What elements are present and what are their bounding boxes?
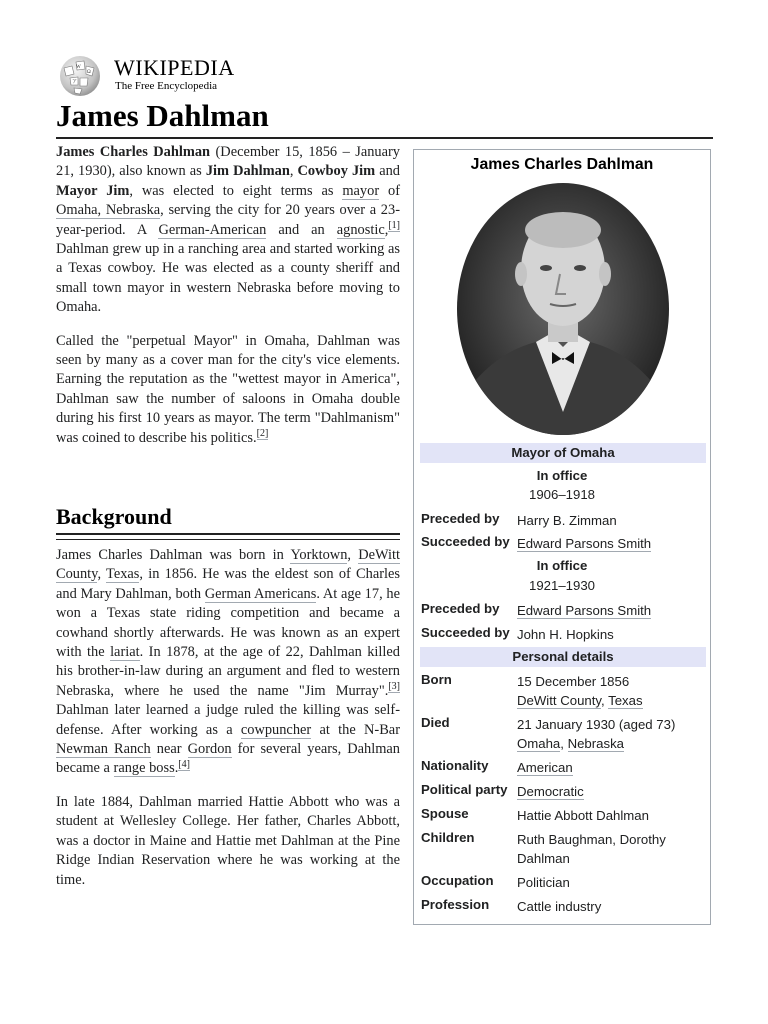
text: . At age 17, he won a Texas state riding competition and became a cowhand shortly afterwards. He was known as an expert with the — [56, 585, 400, 661]
svg-text:Ω: Ω — [87, 70, 91, 75]
text: and an — [266, 221, 337, 238]
preceded-by-label: Preceded by — [421, 511, 500, 526]
link-omaha[interactable]: Omaha — [517, 736, 561, 752]
text: , — [97, 566, 107, 583]
background-paragraph-1 — [56, 546, 400, 779]
in-office-label: In office — [536, 558, 588, 573]
bold-name: James Charles Dahlman — [56, 144, 211, 160]
link-democratic[interactable]: Democratic — [517, 784, 584, 799]
link-yorktown[interactable]: Yorktown — [290, 547, 348, 563]
citation-link-3[interactable]: [3] — [388, 681, 400, 693]
svg-text:W: W — [76, 65, 81, 70]
text: . In 1878, at the age of 22, Dahlman killed his brother-in-law during an argument and fled to western Nebraska, where he used the name "Jim Murray". — [56, 644, 400, 699]
died-value — [517, 715, 707, 754]
background-paragraph-2: In late 1884, Dahlman married Hattie Abbott who was a student at Wellesley College. Her father, Charles Abbott, was a doctor in Maine and Hattie met Dahlman at the Pine Ridge Indian Reservation where he was working at the time. — [56, 793, 400, 888]
text: for several years, Dahlman became a — [56, 741, 400, 777]
text: Dahlman later learned a judge ruled the killing was self-defense. After working as a — [56, 702, 400, 738]
link-agnostic[interactable]: agnostic — [336, 221, 385, 238]
born-value — [517, 672, 707, 711]
link-texas[interactable]: Texas — [106, 566, 140, 583]
text: , — [347, 547, 359, 563]
bold-alias: Jim Dahlman — [205, 163, 290, 180]
section-divider — [56, 533, 400, 540]
portrait-image[interactable] — [456, 182, 670, 436]
infobox — [413, 149, 711, 925]
born-date: 15 December 1856 — [517, 674, 630, 689]
text: , — [560, 736, 568, 752]
citation-link-2[interactable]: [2] — [256, 427, 269, 439]
svg-text:ア: ア — [72, 80, 78, 85]
link-edward-parsons-smith[interactable]: Edward Parsons Smith — [517, 536, 652, 551]
link-omaha-nebraska[interactable]: Omaha, Nebraska — [56, 202, 161, 219]
children-label: Children — [421, 830, 475, 845]
bold-alias: Mayor Jim — [56, 182, 130, 199]
link-dewitt-county[interactable]: DeWitt County — [56, 547, 400, 583]
text: , in 1856. He was the eldest son of Charles and Mary Dahlman, both — [56, 566, 401, 602]
profession-label: Profession — [421, 897, 490, 912]
intro-paragraph-1 — [56, 143, 400, 318]
text: Called the "perpetual Mayor" in Omaha, Dahlman was seen by many as a cover man for the city's vice elements. Earning the reputation as the "wettest mayor in America", Dahlman saw the number of saloons in Omaha double during his first 10 years as mayor. The term "Dahlmanism" was coined to describe his politics. — [56, 332, 400, 446]
died-label: Died — [421, 715, 450, 730]
political-party-label: Political party — [421, 782, 508, 797]
link-cowpuncher[interactable]: cowpuncher — [240, 721, 312, 738]
link-range-boss[interactable]: range boss — [113, 760, 175, 777]
office-section-header[interactable]: Mayor of Omaha — [420, 443, 706, 463]
citation-2 — [257, 428, 269, 440]
in-office-label: In office — [536, 468, 588, 483]
term-years: 1906–1918 — [528, 487, 595, 502]
preceded-by-label: Preceded by — [421, 601, 500, 616]
nationality-label: Nationality — [421, 758, 489, 773]
personal-details-header: Personal details — [420, 647, 706, 667]
text: near — [150, 741, 188, 758]
link-mayor[interactable]: mayor — [342, 182, 380, 199]
profession-value: Cattle industry — [517, 899, 602, 914]
citation-4 — [178, 759, 190, 771]
occupation-label: Occupation — [421, 873, 494, 888]
link-edward-parsons-smith[interactable]: Edward Parsons Smith — [517, 603, 652, 618]
text: at the N-Bar — [311, 721, 400, 738]
text: , serving the city for 20 years over a 23-year-period. A — [56, 202, 400, 238]
text: . — [174, 760, 179, 777]
died-date: 21 January 1930 (aged 73) — [517, 717, 676, 732]
section-heading-background: Background — [56, 504, 172, 529]
preceded-by-value: Harry B. Zimman — [517, 513, 617, 528]
link-dewitt-county[interactable]: DeWitt County — [517, 693, 602, 709]
background-section — [56, 546, 400, 904]
link-lariat[interactable]: lariat — [110, 644, 140, 661]
occupation-value: Politician — [517, 875, 570, 890]
text: Dahlman grew up in a ranching area and started working as a Texas cowboy. He was elected as a county sheriff and small town mayor in western Nebraska before moving to Omaha. — [56, 241, 400, 316]
site-header — [56, 52, 356, 98]
born-label: Born — [421, 672, 452, 687]
link-german-american[interactable]: German-American — [158, 221, 267, 238]
article-intro — [56, 143, 400, 462]
text: , — [601, 693, 609, 709]
title-divider — [56, 137, 713, 139]
spouse-value: Hattie Abbott Dahlman — [517, 808, 649, 823]
link-american[interactable]: American — [517, 760, 573, 775]
infobox-title: James Charles Dahlman — [470, 156, 654, 173]
text: , — [384, 221, 389, 238]
citation-link-1[interactable]: [1] — [388, 219, 400, 231]
succeeded-by-label: Succeeded by — [421, 534, 510, 549]
text: of — [379, 182, 400, 199]
citation-1 — [388, 220, 400, 232]
succeeded-by-label: Succeeded by — [421, 625, 510, 640]
wikipedia-globe-icon[interactable] — [56, 54, 104, 98]
link-newman-ranch[interactable]: Newman Ranch — [56, 741, 151, 758]
wordmark[interactable]: WIKIPEDIA — [114, 55, 235, 80]
link-gordon[interactable]: Gordon — [187, 741, 232, 758]
link-nebraska[interactable]: Nebraska — [567, 736, 625, 752]
link-german-americans[interactable]: German Americans — [204, 585, 317, 602]
link-texas[interactable]: Texas — [608, 693, 643, 709]
text: (December 15, 1856 – January 21, 1930), also known as — [56, 144, 400, 180]
succeeded-by-value: John H. Hopkins — [517, 627, 614, 642]
intro-paragraph-2 — [56, 332, 400, 448]
children-value: Ruth Baughman, Dorothy Dahlman — [517, 832, 666, 867]
spouse-label: Spouse — [421, 806, 469, 821]
citation-link-4[interactable]: [4] — [178, 758, 190, 770]
text: James Charles Dahlman was born in — [56, 547, 291, 563]
tagline: The Free Encyclopedia — [115, 80, 218, 92]
term-years: 1921–1930 — [528, 578, 595, 593]
citation-3 — [388, 681, 400, 693]
bold-alias: Cowboy Jim — [297, 163, 376, 180]
text: , was elected to eight terms as — [129, 182, 343, 199]
text: and — [375, 163, 400, 180]
text: , — [289, 163, 298, 180]
page-title: James Dahlman — [56, 98, 269, 133]
